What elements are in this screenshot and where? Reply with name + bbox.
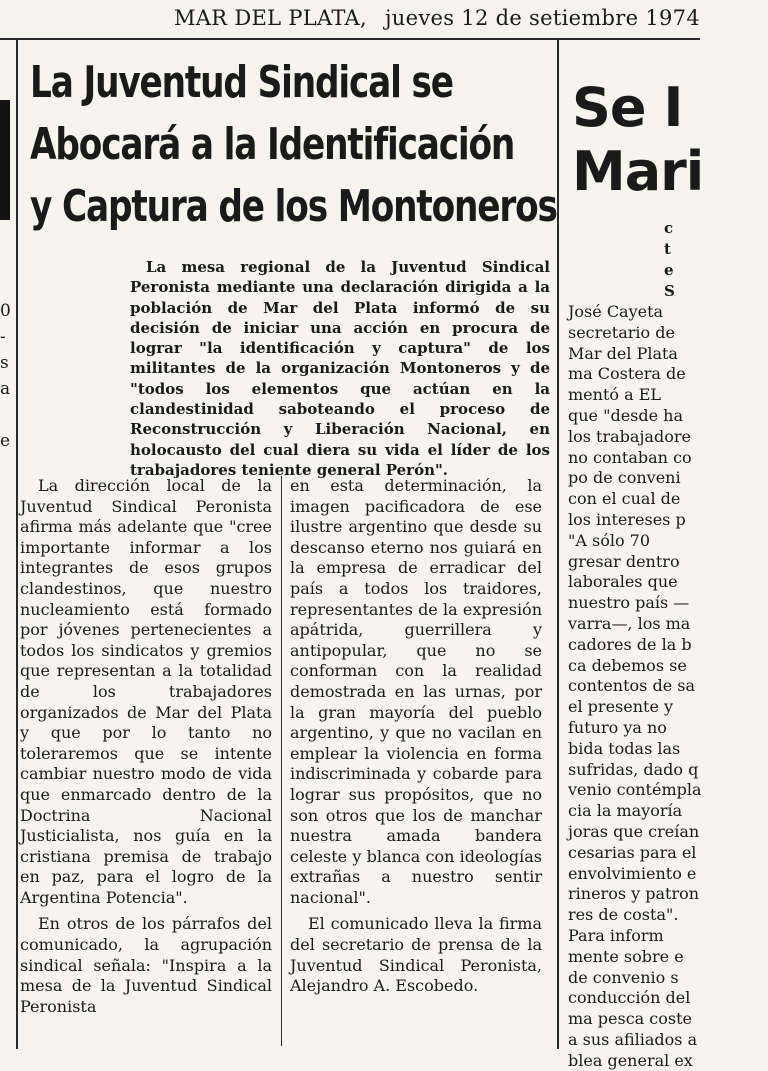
left-clipped-column — [0, 40, 16, 1049]
right-story-line: ma pesca coste — [568, 1009, 693, 1029]
right-story-line: ca debemos se — [568, 655, 687, 675]
right-story-line: el presente y — [568, 697, 674, 717]
lead-paragraph: La mesa regional de la Juventud Sindical Peronista mediante una declaración dirigida a la población de Mar del Plata informó de su decisión de iniciar una acción en procura de lograr "la identificación y captura" de los militantes de la organización Montoneros y de "todos los elementos que actúan en la clandestinidad saboteando el proceso de Reconstrucción y Liberación Nacional, en holocausto del cual diera su vida el líder de los trabajadores teniente general Perón". — [130, 258, 550, 479]
body-paragraph: El comunicado lleva la firma del secretario de prensa de la Juventud Sindical Peronista, Alejandro A. Escobedo. — [290, 914, 542, 996]
right-story-line: que "desde ha — [568, 405, 684, 425]
right-story-line: a sus afiliados a — [568, 1029, 698, 1049]
right-subhead-line: e — [664, 261, 674, 279]
right-story-line: Para inform — [568, 925, 664, 945]
dateline-outlet: MAR DEL PLATA, — [174, 6, 367, 30]
body-paragraph: en esta determinación, la imagen pacificadora de ese ilustre argentino que desde su descanso eterno nos guiará en la empresa de erradicar del país a todos los traidores, representantes de la expresión apátrida, guerrillera y antipopular, que no se conforman con la realidad demostrada en las urnas, por la gran mayoría del pueblo argentino, y que no vacilan en emplear la violencia en forma indiscriminada y cobarde para lograr sus propósitos, que no son otros que los de manchar nuestra amada bandera celeste y blanca con ideologías extrañas a nuestro sentir nacional". — [290, 476, 542, 907]
right-story-line: res de costa". — [568, 905, 679, 925]
right-story-line: secretario de — [568, 322, 675, 342]
right-subhead-line: c — [664, 219, 674, 237]
article-lead — [130, 257, 550, 480]
right-story-line: no contaban co — [568, 447, 692, 467]
right-story-line: po de conveni — [568, 468, 681, 488]
right-story-line: contentos de sa — [568, 676, 696, 696]
right-story-line: ma Costera de — [568, 364, 686, 384]
article-column-2 — [290, 476, 542, 1003]
body-paragraph: En otros de los párrafos del comunicado, la agrupación sindical señala: "Inspira a la mesa de la Juventud Sindical Peronista — [20, 914, 272, 1016]
right-story-line: futuro ya no — [568, 717, 667, 737]
left-fragment: e — [0, 431, 11, 451]
right-story-line: laborales que — [568, 572, 678, 592]
headline-line: y Captura de los Montoneros — [30, 181, 557, 232]
right-story-line: conducción del — [568, 988, 691, 1008]
left-fragment: s — [0, 353, 9, 373]
right-story-line: mente sobre e — [568, 946, 684, 966]
right-story-line: con el cual de — [568, 489, 681, 509]
right-story-line: gresar dentro — [568, 551, 680, 571]
left-fragment: 0 — [0, 301, 11, 321]
right-subhead-line: t — [664, 240, 671, 258]
right-story-line: sufridas, dado q — [568, 759, 699, 779]
right-story-line: los trabajadore — [568, 426, 691, 446]
right-story-line: cadores de la b — [568, 634, 692, 654]
headline-line: La Juventud Sindical se — [30, 57, 453, 108]
article-headline — [30, 52, 557, 238]
right-story-line: nuestro país — — [568, 593, 690, 613]
right-story-line: "A sólo 70 — [568, 530, 651, 550]
left-clipped-graphic — [0, 100, 10, 220]
right-story-line: venio contémpla — [568, 780, 702, 800]
right-story-line: Mar del Plata — [568, 343, 678, 363]
right-story-line: blea general ex — [568, 1050, 693, 1070]
left-fragment: a — [0, 379, 11, 399]
right-story-line: los intereses p — [568, 509, 686, 529]
article-column-1 — [20, 476, 272, 1023]
right-adjacent-story — [558, 40, 704, 1070]
right-story-line: José Cayeta — [568, 302, 664, 321]
right-story-line: cesarias para el — [568, 842, 697, 862]
column-rule-middle — [281, 476, 282, 1046]
right-story-line: rineros y patron — [568, 884, 700, 904]
right-story-line: varra—, los ma — [568, 613, 691, 633]
right-story-line: joras que creían — [568, 821, 700, 841]
right-story-line: mentó a EL — [568, 385, 662, 405]
right-story-line: bida todas las — [568, 738, 681, 758]
right-story-body — [568, 302, 768, 1071]
right-story-line: de convenio s — [568, 967, 679, 987]
right-story-line: envolvimiento e — [568, 863, 697, 883]
headline-line: Abocará a la Identificación — [30, 119, 515, 170]
dateline — [0, 2, 700, 36]
right-story-line: cia la mayoría — [568, 801, 683, 821]
right-story-headline — [572, 76, 703, 204]
right-headline-line: Mari — [572, 140, 704, 203]
body-paragraph: La dirección local de la Juventud Sindical Peronista afirma más adelante que "cree importante informar a los integrantes de esos grupos clandestinos, que nuestro nucleamiento está formado por jóvenes pertenecientes a todos los sindicatos y gremios que representan a la totalidad de los trabajadores organizados de Mar del Plata y que por lo tanto no toleraremos que se intente cambiar nuestro modo de vida que enmarcado dentro de la Doctrina Nacional Justicialista, nos guía en la cristiana premisa de trabajo en paz, para el logro de la Argentina Potencia". — [20, 476, 272, 907]
right-story-subhead — [664, 218, 675, 302]
dateline-date: jueves 12 de setiembre 1974 — [385, 6, 700, 30]
left-fragment: - — [0, 327, 6, 347]
column-rule-left — [16, 40, 18, 1049]
right-headline-line: Se I — [572, 76, 683, 139]
right-subhead-line: S — [664, 282, 675, 300]
